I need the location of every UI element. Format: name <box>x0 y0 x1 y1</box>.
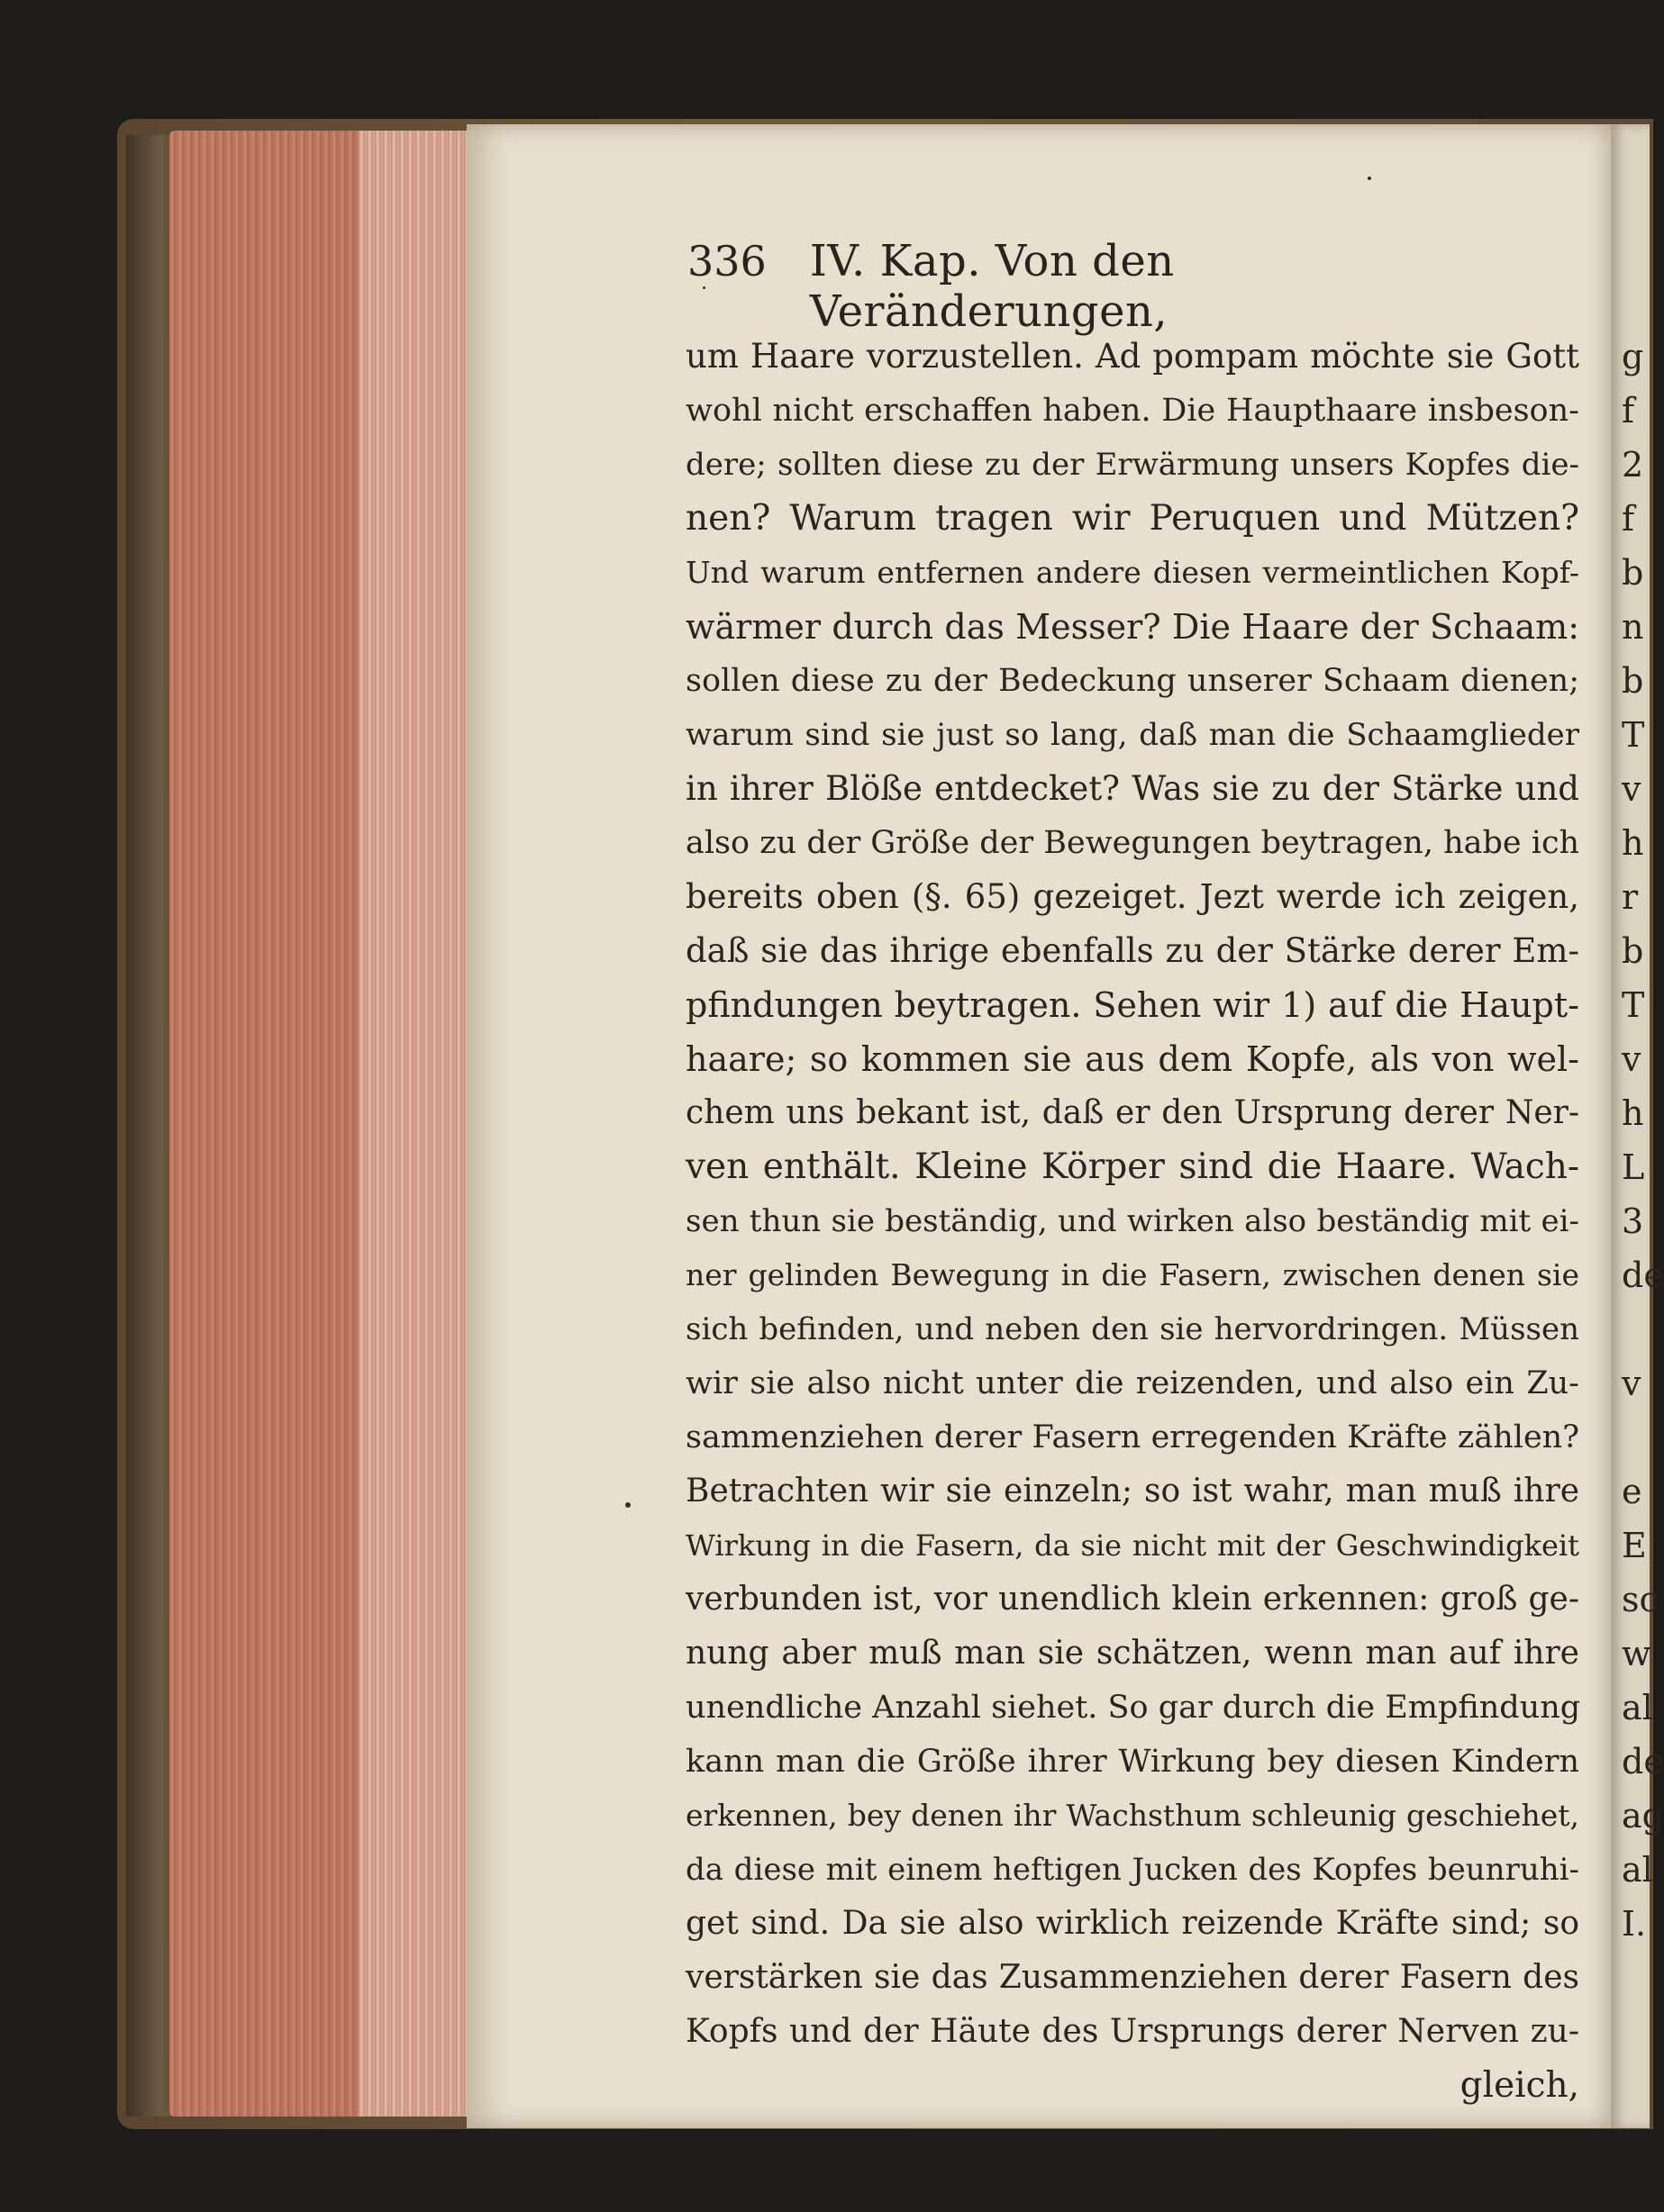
text-line: in ihrer Blöße entdecket? Was sie zu der Stärke und <box>686 769 1579 808</box>
facing-line-fragment: v <box>1622 769 1641 809</box>
page-number: 336 <box>687 237 767 286</box>
catchword: gleich, <box>1459 2065 1579 2106</box>
text-line: sich befinden, und neben den sie hervordringen. Müssen <box>686 1311 1579 1347</box>
page-header <box>687 236 1498 337</box>
facing-line-fragment: sc <box>1622 1580 1659 1619</box>
text-line: bereits oben (§. 65) gezeiget. Jezt werde ich zeigen, <box>686 877 1579 916</box>
text-line: dere; sollten diese zu der Erwärmung unsers Kopfes die- <box>686 447 1579 483</box>
facing-line-fragment: de <box>1622 1742 1664 1781</box>
text-line: da diese mit einem heftigen Jucken des Kopfes beunruhi- <box>686 1852 1579 1888</box>
facing-line-fragment: w <box>1622 1634 1651 1673</box>
facing-line-fragment: b <box>1622 553 1644 593</box>
text-line: verbunden ist, vor unendlich klein erkennen: groß ge- <box>686 1581 1579 1618</box>
text-line: nen? Warum tragen wir Peruquen und Mützen? <box>686 498 1579 539</box>
facing-line-fragment: T <box>1622 715 1645 755</box>
text-line: Und warum entfernen andere diesen vermeintlichen Kopf- <box>686 555 1579 590</box>
facing-line-fragment: h <box>1622 1093 1644 1133</box>
text-line: wohl nicht erschaffen haben. Die Haupthaare insbeson- <box>686 393 1579 429</box>
text-line: wir sie also nicht unter die reizenden, und also ein Zu- <box>686 1365 1579 1401</box>
facing-line-fragment: b <box>1622 661 1644 701</box>
facing-page-edge <box>1611 124 1664 2128</box>
facing-line-fragment: n <box>1622 607 1644 647</box>
facing-line-fragment: de <box>1622 1256 1664 1295</box>
text-line: pfindungen beytragen. Sehen wir 1) auf die Haupt- <box>686 985 1579 1025</box>
text-line: sen thun sie beständig, und wirken also beständig mit ei- <box>686 1203 1579 1239</box>
text-line: ner gelinden Bewegung in die Fasern, zwischen denen sie <box>686 1257 1579 1292</box>
ink-speck <box>625 1502 631 1508</box>
body-text <box>686 330 1579 2113</box>
text-line: nung aber muß man sie schätzen, wenn man auf ihre <box>686 1635 1579 1672</box>
facing-line-fragment: 2 <box>1622 445 1644 485</box>
text-line: daß sie das ihrige ebenfalls zu der Stärke derer Em- <box>686 931 1579 970</box>
facing-line-fragment <box>1611 1410 1664 1464</box>
running-head: IV. Kap. Von den Veränderungen, <box>809 236 1175 337</box>
page-block-inner-edges <box>359 131 467 2117</box>
text-line: unendliche Anzahl siehet. So gar durch die Empfindung <box>686 1690 1581 1726</box>
facing-line-fragment: al <box>1622 1688 1653 1727</box>
facing-page-text <box>1611 330 1664 1951</box>
facing-line-fragment <box>1611 1302 1664 1356</box>
text-line: chem uns bekant ist, daß er den Ursprung derer Ner- <box>686 1094 1579 1131</box>
facing-line-fragment: al <box>1622 1850 1653 1890</box>
left-page <box>467 124 1611 2128</box>
text-line: wärmer durch das Messer? Die Haare der Schaam: <box>686 607 1579 647</box>
facing-line-fragment: b <box>1622 931 1644 971</box>
text-line: um Haare vorzustellen. Ad pompam möchte sie Gott <box>686 337 1579 376</box>
text-line: haare; so kommen sie aus dem Kopfe, als von wel- <box>686 1039 1579 1079</box>
facing-line-fragment: 3 <box>1622 1201 1644 1241</box>
text-line: ven enthält. Kleine Körper sind die Haare. Wach- <box>686 1147 1579 1187</box>
facing-line-fragment: e <box>1622 1472 1642 1511</box>
ink-speck <box>703 286 705 289</box>
facing-line-fragment: T <box>1622 985 1645 1025</box>
text-line: kann man die Größe ihrer Wirkung bey diesen Kindern <box>686 1744 1579 1780</box>
facing-line-fragment: E <box>1622 1526 1647 1565</box>
text-line: verstärken sie das Zusammenziehen derer Fasern des <box>686 1959 1579 1996</box>
text-line: get sind. Da sie also wirklich reizende Kräfte sind; so <box>686 1905 1579 1942</box>
text-line: warum sind sie just so lang, daß man die Schaamglieder <box>686 717 1579 753</box>
text-line: sollen diese zu der Bedeckung unserer Schaam dienen; <box>686 663 1579 699</box>
facing-line-fragment: f <box>1622 391 1635 431</box>
text-line: also zu der Größe der Bewegungen beytragen, habe ich <box>686 825 1580 861</box>
facing-line-fragment: g <box>1622 337 1644 376</box>
facing-line-fragment: f <box>1622 499 1635 539</box>
facing-line-fragment: r <box>1622 877 1639 917</box>
facing-line-fragment: ag <box>1622 1796 1664 1836</box>
text-line: Kopfs und der Häute des Ursprungs derer Nerven zu- <box>686 2013 1579 2050</box>
facing-line-fragment: L <box>1622 1147 1645 1187</box>
facing-line-fragment: I. <box>1622 1904 1647 1944</box>
ink-speck <box>1368 177 1371 180</box>
text-line: erkennen, bey denen ihr Wachsthum schleunig geschiehet, <box>686 1798 1579 1833</box>
text-line: sammenziehen derer Fasern erregenden Kräfte zählen? <box>686 1419 1579 1455</box>
facing-line-fragment: v <box>1622 1364 1641 1403</box>
facing-line-fragment: v <box>1622 1039 1641 1079</box>
text-line: Wirkung in die Fasern, da sie nicht mit der Geschwindigkeit <box>686 1528 1579 1563</box>
facing-line-fragment: h <box>1622 823 1644 863</box>
text-line: Betrachten wir sie einzeln; so ist wahr, man muß ihre <box>686 1473 1579 1509</box>
